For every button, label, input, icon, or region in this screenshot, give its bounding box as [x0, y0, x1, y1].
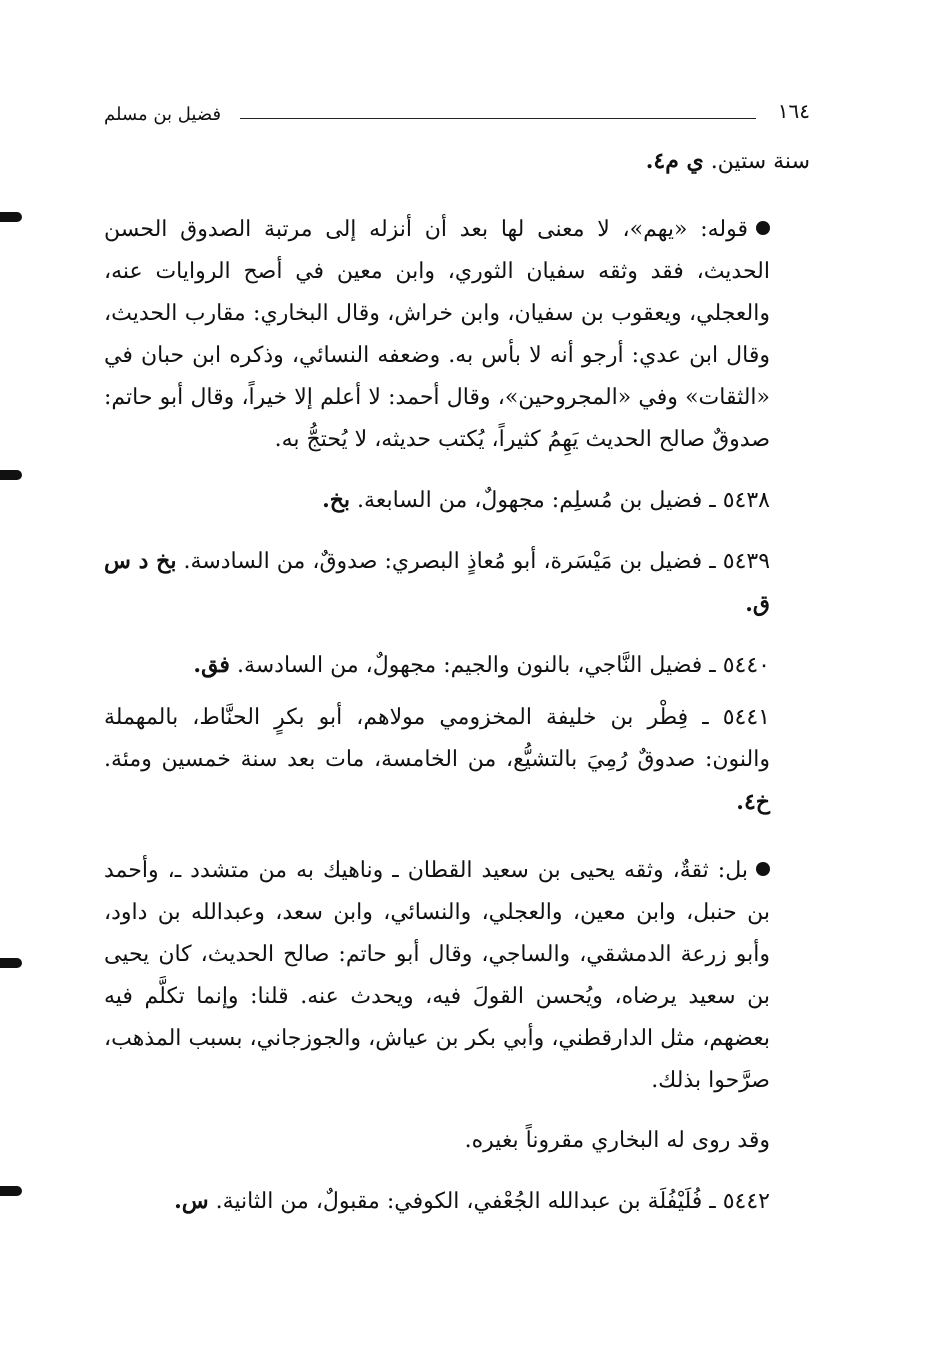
entry-text: ٥٤٤١ ـ فِطْر بن خليفة المخزومي مولاهم، أبو بكرٍ الحنَّاط، بالمهملة والنون: صدوقٌ رُمِيَ بالتشيُّع، من الخامسة، مات بعد سنة خمسين ومئة.: [104, 705, 770, 772]
commentary-paragraph: [104, 850, 810, 1102]
entry-text: ٥٤٤٠ ـ فضيل النَّاجي، بالنون والجيم: مجهولٌ، من السادسة.: [236, 653, 770, 678]
margin-mark: [0, 1186, 22, 1196]
entry-5438: [104, 479, 810, 522]
source-codes: خ٤.: [736, 789, 770, 815]
commentary-text: بل: ثقةٌ، وثقه يحيى بن سعيد القطان ـ وناهيك به من متشدد ـ، وأحمد بن حنبل، وابن معين، والعجلي، والنسائي، وابن سعد، وعبدالله بن داود، وأبو زرعة الدمشقي، والساجي، وقال أبو حاتم: صالح الحديث، كان يحيى بن سعيد يرضاه، ويُحسن القولَ فيه، ويحدث عنه. قلنا: وإنما تكلَّم فيه بعضهم، مثل الدارقطني، وأبي بكر بن عياش، والجوزجاني، بسبب المذهب، صرَّحوا بذلك.: [104, 858, 770, 1093]
entry-5440: [104, 644, 810, 687]
note-text: وقد روى له البخاري مقروناً بغيره.: [464, 1128, 770, 1153]
paragraph-text: سنة ستين.: [710, 149, 810, 174]
page-number: ١٦٤: [777, 99, 810, 123]
entry-5441: [104, 697, 810, 824]
source-codes: س.: [174, 1188, 209, 1214]
note-paragraph: [104, 1120, 810, 1162]
source-codes: ي م٤.: [645, 148, 704, 174]
commentary-paragraph: [104, 209, 810, 461]
entry-5439: [104, 540, 810, 626]
source-codes: بخ.: [322, 487, 351, 513]
margin-mark: [0, 212, 22, 222]
source-codes: بخ د س ق.: [104, 548, 770, 617]
header-rule: [240, 118, 756, 119]
bullet-icon: [756, 862, 770, 876]
margin-mark: [0, 470, 22, 480]
commentary-text: قوله: «يهم»، لا معنى لها بعد أن أنزله إلى مرتبة الصدوق الحسن الحديث، فقد وثقه سفيان الثوري، وابن معين في أصح الروايات عنه، والعجلي، ويعقوب بن سفيان، وابن خراش، وقال البخاري: مقارب الحديث، وقال ابن عدي: أرجو أنه لا بأس به. وضعفه النسائي، وذكره ابن حبان في «الثقات» وفي «المجروحين»، وقال أحمد: لا أعلم إلا خيراً، وقال أبو حاتم: صدوقٌ صالح الحديث يَهِمُ كثيراً، يُكتب حديثه، لا يُحتجُّ به.: [104, 217, 770, 452]
margin-mark: [0, 958, 22, 968]
entry-text: ٥٤٣٩ ـ فضيل بن مَيْسَرة، أبو مُعاذٍ البصري: صدوقٌ، من السادسة.: [183, 549, 771, 574]
page-header: [104, 96, 810, 136]
continuation-paragraph: [104, 140, 810, 183]
entry-text: ٥٤٣٨ ـ فضيل بن مُسلِم: مجهولٌ، من السابعة.: [357, 488, 770, 513]
entry-5442: [104, 1180, 810, 1223]
running-title: فضيل بن مسلم: [104, 104, 222, 125]
entry-text: ٥٤٤٢ ـ فُلَيْفُلَة بن عبدالله الجُعْفي، الكوفي: مقبولٌ، من الثانية.: [215, 1189, 770, 1214]
source-codes: فق.: [193, 652, 230, 678]
bullet-icon: [756, 221, 770, 235]
page-body: [104, 140, 810, 1223]
